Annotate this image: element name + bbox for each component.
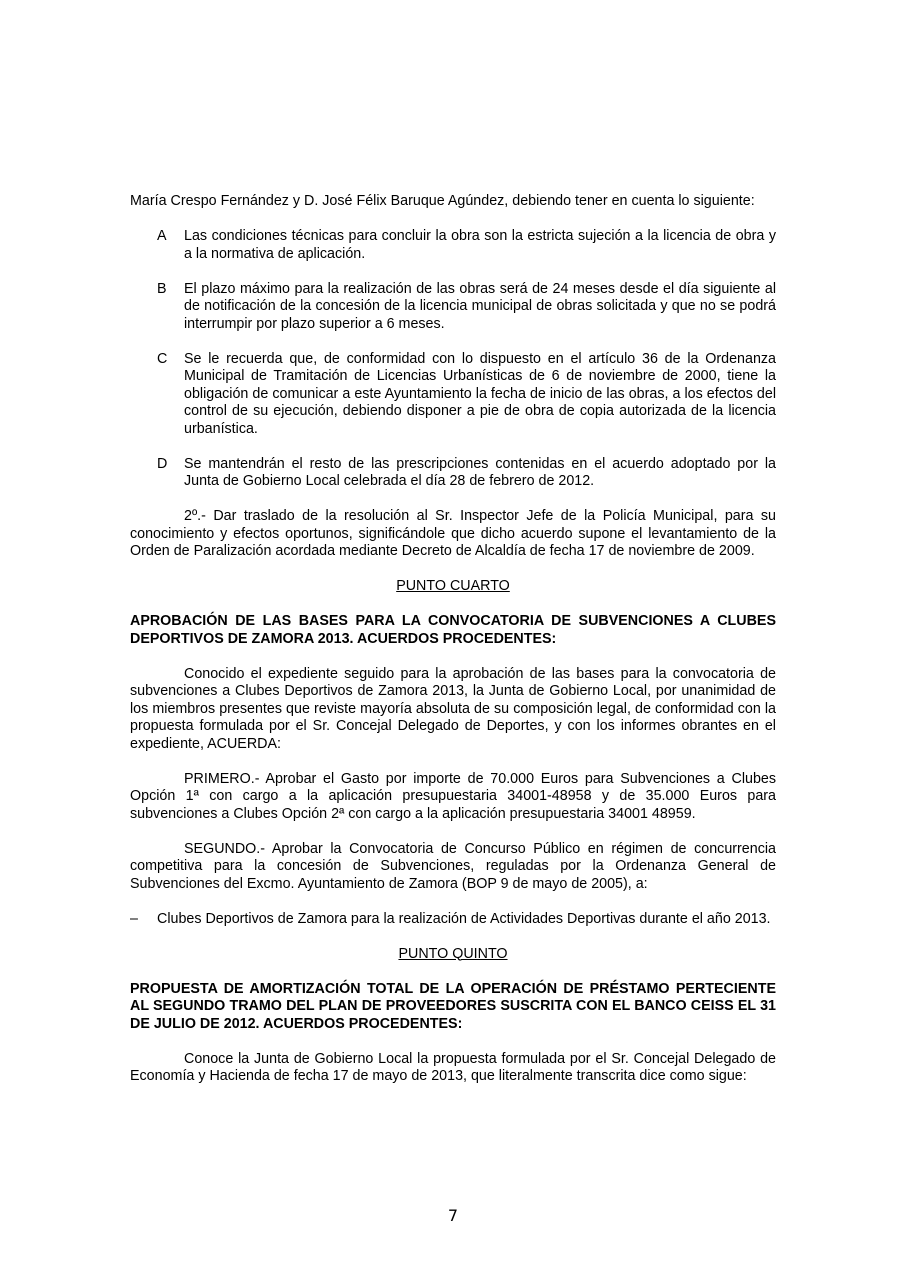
punto-quinto-heading: PUNTO QUINTO [398,945,508,962]
condition-item-a [130,228,776,263]
punto-cuarto-primero: PRIMERO.- Aprobar el Gasto por importe de 70.000 Euros para Subvenciones a Clubes Opción 1ª con cargo a la aplicación presupuestaria 34001-48958 y de 35.000 Euros para subvenciones a Clubes Opción 2ª con cargo a la aplicación presupuestaria 34001 48959. [130,770,776,822]
condition-marker: B [157,280,167,297]
condition-item-d [130,456,776,491]
condition-marker: C [157,350,168,367]
document-content [130,193,776,1086]
punto-quinto-title: PROPUESTA DE AMORTIZACIÓN TOTAL DE LA OPERACIÓN DE PRÉSTAMO PERTECIENTE AL SEGUNDO TRAMO DEL PLAN DE PROVEEDORES SUSCRITA CON EL BANCO CEISS EL 31 DE JULIO DE 2012. ACUERDOS PROCEDENTES: [130,980,776,1032]
condition-text: Las condiciones técnicas para concluir la obra son la estricta sujeción a la licencia de obra y a la normativa de aplicación. [184,228,776,262]
punto-cuarto-body: Conocido el expediente seguido para la aprobación de las bases para la convocatoria de subvenciones a Clubes Deportivos de Zamora 2013, la Junta de Gobierno Local, por unanimidad de los miembros presentes que reviste mayoría absoluta de su composición legal, de conformidad con la propuesta formulada por el Sr. Concejal Delegado de Deportes, y con los informes obrantes en el expediente, ACUERDA: [130,665,776,752]
punto-cuarto-title: APROBACIÓN DE LAS BASES PARA LA CONVOCATORIA DE SUBVENCIONES A CLUBES DEPORTIVOS DE ZAMORA 2013. ACUERDOS PROCEDENTES: [130,613,776,647]
dash-list-item [130,911,776,929]
condition-item-b [130,281,776,334]
punto-quinto-body: Conoce la Junta de Gobierno Local la propuesta formulada por el Sr. Concejal Delegado de Economía y Hacienda de fecha 17 de mayo de 2013, que literalmente transcrita dice como sigue: [130,1050,776,1084]
traslado-paragraph: 2º.- Dar traslado de la resolución al Sr. Inspector Jefe de la Policía Municipal, para su conocimiento y efectos oportunos, significándole que dicho acuerdo supone el levantamiento de la Orden de Paralización acordada mediante Decreto de Alcaldía de fecha 17 de noviembre de 2009. [130,508,776,559]
page-number: 7 [447,1206,459,1225]
condition-text: Se le recuerda que, de conformidad con lo dispuesto en el artículo 36 de la Ordenanza Municipal de Tramitación de Licencias Urbanísticas de 6 de noviembre de 2000, tiene la obligación de comunicar a este Ayuntamiento la fecha de inicio de las obras, a los efectos del control de su ejecución, debiendo disponer a pie de obra de copia autorizada de la licencia urbanística. [184,350,776,437]
condition-marker: A [157,228,167,244]
condition-text: El plazo máximo para la realización de las obras será de 24 meses desde el día siguiente al de notificación de la concesión de la licencia municipal de obras solicitada y que no se podrá interrumpir por plazo superior a 6 meses. [184,280,776,332]
condition-marker: D [157,455,168,472]
punto-cuarto-segundo: SEGUNDO.- Aprobar la Convocatoria de Concurso Público en régimen de concurrencia competitiva para la concesión de Subvenciones, reguladas por la Ordenanza General de Subvenciones del Excmo. Ayuntamiento de Zamora (BOP 9 de mayo de 2005), a: [130,840,776,892]
dash-item-text: Clubes Deportivos de Zamora para la realización de Actividades Deportivas durante el año 2013. [157,910,771,927]
punto-cuarto-heading: PUNTO CUARTO [396,578,510,594]
condition-item-c [130,351,776,439]
condition-text: Se mantendrán el resto de las prescripciones contenidas en el acuerdo adoptado por la Junta de Gobierno Local celebrada el día 28 de febrero de 2012. [184,455,776,489]
intro-paragraph: María Crespo Fernández y D. José Félix Baruque Agúndez, debiendo tener en cuenta lo siguiente: [130,193,755,209]
dash-marker: – [130,910,138,927]
